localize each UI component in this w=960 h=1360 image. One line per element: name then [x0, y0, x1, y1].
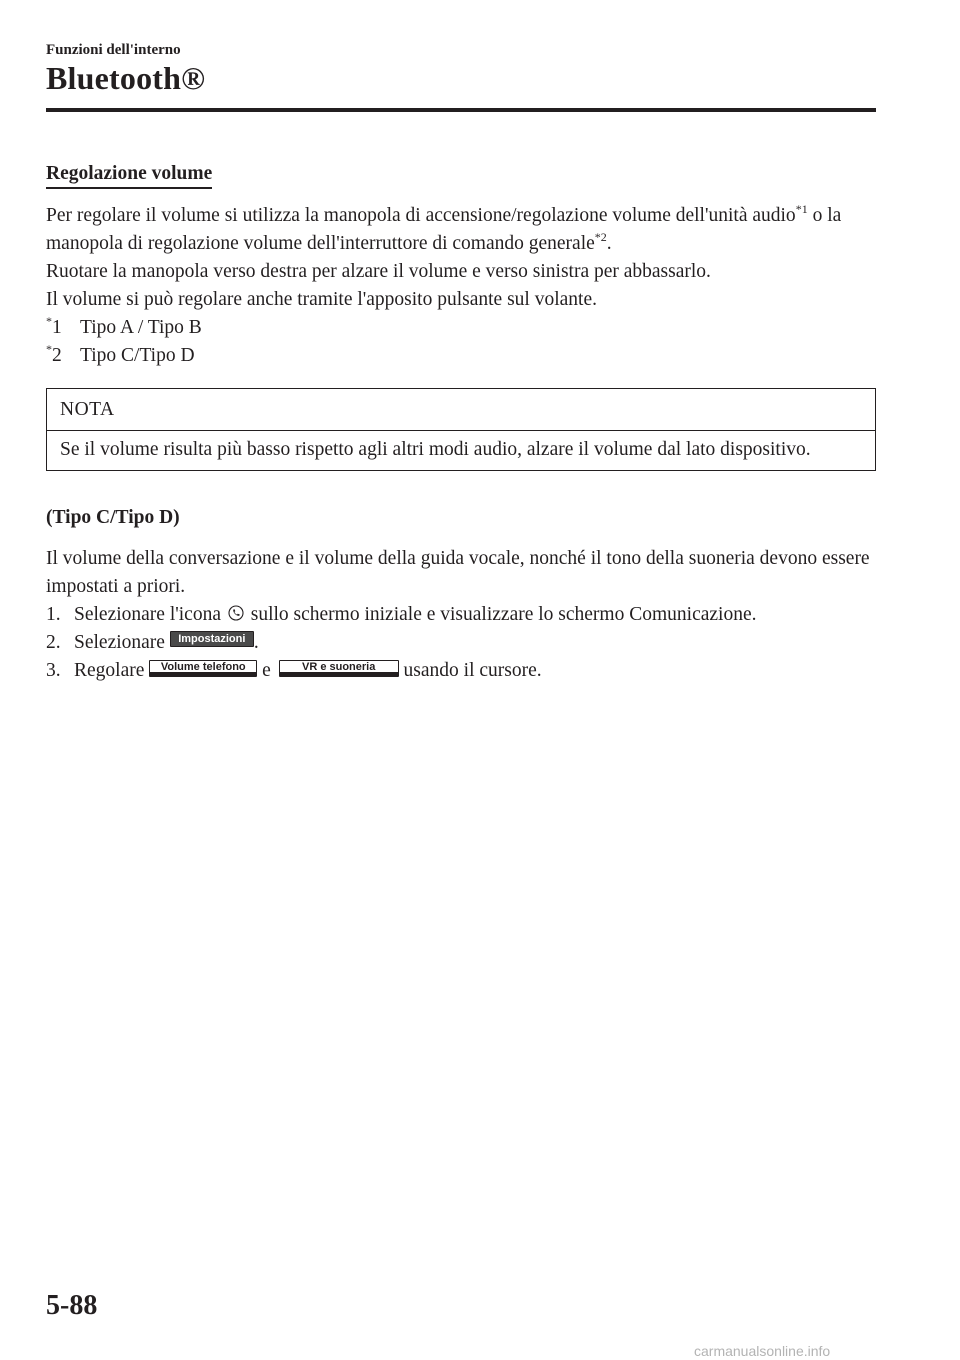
footnote-1-star: * [46, 313, 52, 328]
volume-telefono-button: Volume telefono [149, 660, 257, 677]
steps-list [46, 601, 876, 685]
step-1-number: 1. [46, 604, 61, 625]
footnote-2-number: 2 [52, 345, 62, 366]
footnote-2 [46, 342, 876, 370]
step-2 [46, 629, 876, 657]
phone-icon [228, 605, 244, 621]
step-2-text-a: Selezionare [74, 632, 165, 653]
step-3-number: 3. [46, 660, 61, 681]
type-cd-intro: Il volume della conversazione e il volume della guida vocale, nonché il tono della suoneria devono essere impostati a priori. [46, 548, 870, 597]
footnote-2-text: Tipo C/Tipo D [80, 345, 195, 366]
step-2-number: 2. [46, 632, 61, 653]
p1-text-c: . [606, 233, 612, 254]
footnote-2-star: * [46, 341, 52, 356]
p1-text-a: Per regolare il volume si utilizza la manopola di accensione/regolazione volume dell'unità audio [46, 205, 796, 226]
footnote-ref-2: *2 [594, 229, 607, 244]
step-3 [46, 657, 876, 685]
chapter-title: Bluetooth® [46, 60, 206, 96]
step-3-text-b: usando il cursore. [403, 660, 542, 681]
note-box [46, 388, 876, 471]
volume-paragraph-1 [46, 202, 876, 258]
type-cd-heading: (Tipo C/Tipo D) [46, 507, 180, 528]
footnote-ref-1: *1 [795, 201, 808, 216]
p1-text-b: o la manopola di regolazione volume dell'interruttore di comando generale [46, 205, 842, 254]
page-content [46, 160, 876, 685]
step-1 [46, 601, 876, 629]
section-label: Funzioni dell'interno [46, 42, 181, 58]
vr-e-suoneria-button: VR e suoneria [279, 660, 399, 677]
step-3-text-mid: e [262, 660, 271, 681]
footnote-1-number: 1 [52, 317, 62, 338]
note-title: NOTA [47, 389, 875, 431]
header-rule [46, 108, 876, 112]
watermark: carmanualsonline.info [694, 1343, 831, 1359]
step-3-text-a: Regolare [74, 660, 145, 681]
footnote-1 [46, 314, 876, 342]
volume-paragraph-3: Il volume si può regolare anche tramite l'apposito pulsante sul volante. [46, 289, 597, 310]
page-number: 5-88 [46, 1290, 98, 1321]
step-1-text-b: sullo schermo iniziale e visualizzare lo schermo Comunicazione. [250, 604, 757, 625]
volume-heading: Regolazione volume [46, 162, 212, 189]
step-2-text-b: . [253, 632, 259, 653]
impostazioni-button: Impostazioni [170, 631, 254, 647]
step-1-text-a: Selezionare l'icona [74, 604, 221, 625]
volume-paragraph-2: Ruotare la manopola verso destra per alzare il volume e verso sinistra per abbassarlo. [46, 261, 711, 282]
note-body: Se il volume risulta più basso rispetto agli altri modi audio, alzare il volume dal lato dispositivo. [60, 439, 811, 460]
footnote-1-text: Tipo A / Tipo B [80, 317, 202, 338]
